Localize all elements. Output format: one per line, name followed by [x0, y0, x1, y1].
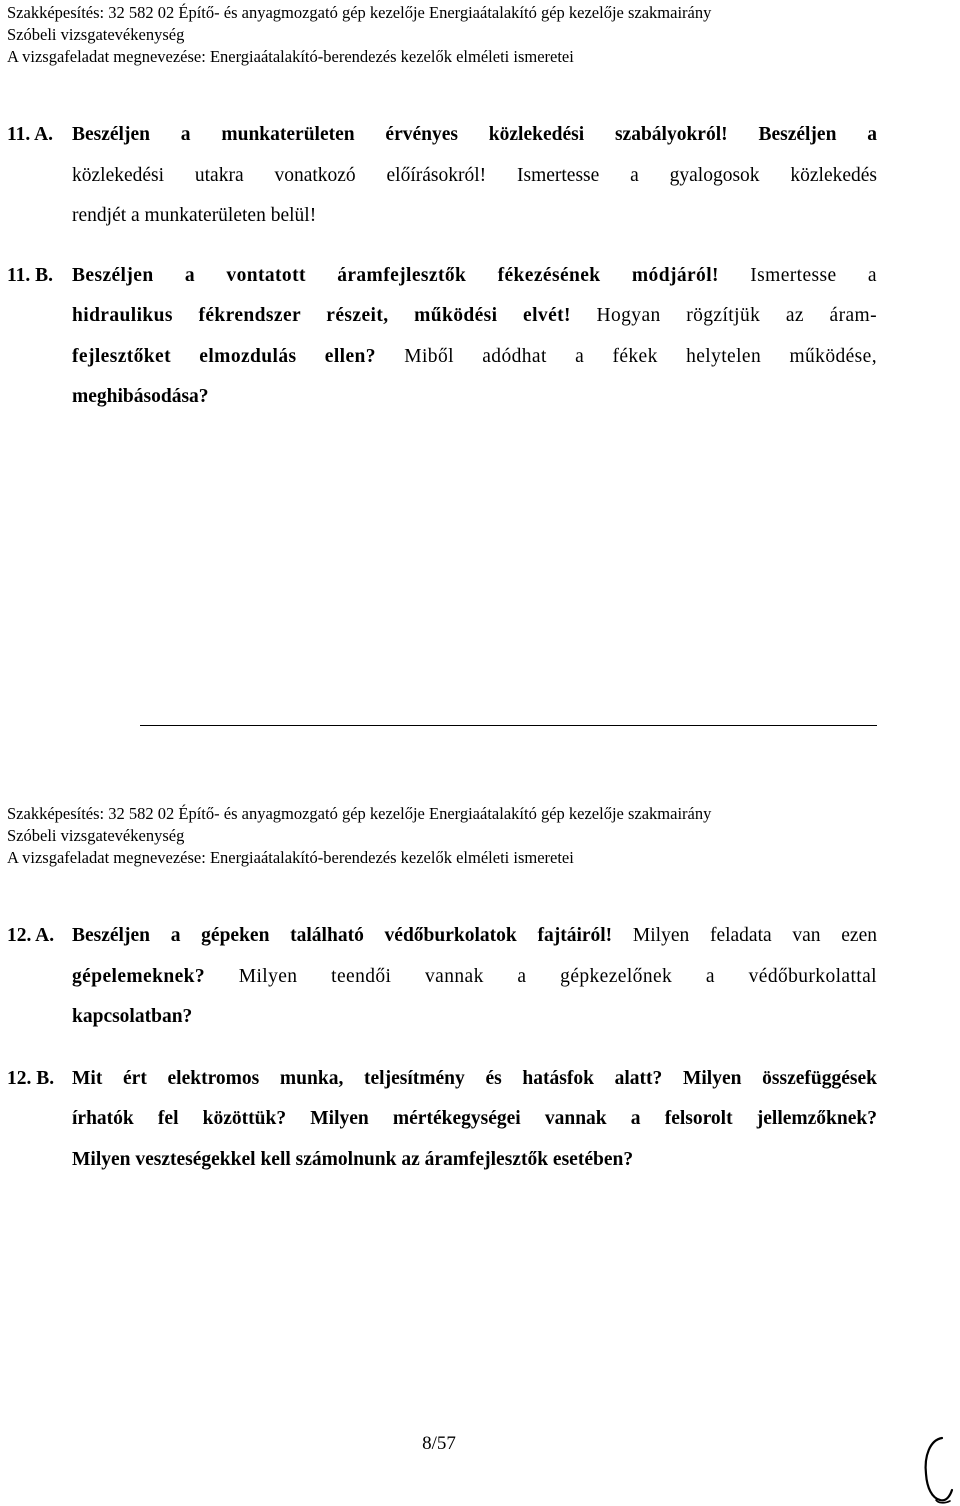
- question-text-line: hidraulikus fékrendszer részeit, működési elvét! Hogyan rögzítjük az áram-: [72, 305, 877, 326]
- question-12a: [7, 916, 877, 1038]
- question-text-line: fejlesztőket elmozdulás ellen? Miből adódhat a fékek helytelen működése,: [72, 345, 877, 367]
- question-label: 11. B.: [7, 264, 54, 286]
- question-11a: [7, 115, 877, 237]
- header-task-name: A vizsgafeladat megnevezése: Energiaátalakító-berendezés kezelők elméleti ismeretei: [7, 47, 574, 66]
- signature-mark: [916, 1430, 960, 1506]
- header-exam-activity: Szóbeli vizsgatevékenység: [7, 25, 185, 44]
- page-break-rule: [140, 725, 877, 726]
- question-12: [7, 916, 877, 1180]
- page-header-top: [7, 2, 711, 68]
- page-header-second: [7, 803, 711, 869]
- header-task-name: A vizsgafeladat megnevezése: Energiaátalakító-berendezés kezelők elméleti ismeretei: [7, 848, 574, 867]
- header-qualification: Szakképesítés: 32 582 02 Építő- és anyagmozgató gép kezelője Energiaátalakító gép kezelője szakmairány: [7, 3, 712, 22]
- question-text-line: kapcsolatban?: [72, 1006, 193, 1027]
- question-text-line: Milyen veszteségekkel kell számolnunk az áramfejlesztők esetében?: [72, 1148, 634, 1170]
- question-11b: [7, 256, 877, 418]
- question-text-line: közlekedési utakra vonatkozó előírásokról! Ismertesse a gyalogosok közlekedés: [72, 164, 877, 186]
- question-text-line: Beszéljen a gépeken található védőburkolatok fajtáiról! Milyen feladata van ezen: [72, 925, 877, 946]
- question-text-line: Mit ért elektromos munka, teljesítmény és hatásfok alatt? Milyen összefüggések: [72, 1067, 877, 1089]
- question-label: 12. B.: [7, 1067, 55, 1089]
- question-text-line: gépelemeknek? Milyen teendői vannak a gépkezelőnek a védőburkolattal: [72, 965, 877, 987]
- question-text-line: Beszéljen a munkaterületen érvényes közlekedési szabályokról! Beszéljen a: [72, 124, 877, 145]
- page-number: 8/57: [422, 1433, 456, 1454]
- question-text-line: meghibásodása?: [72, 386, 209, 407]
- question-11: [7, 115, 877, 418]
- question-12b: [7, 1059, 877, 1181]
- question-label: 11. A.: [7, 124, 54, 145]
- header-qualification: Szakképesítés: 32 582 02 Építő- és anyagmozgató gép kezelője Energiaátalakító gép kezelője szakmairány: [7, 804, 712, 823]
- question-text-line: rendjét a munkaterületen belül!: [72, 205, 317, 226]
- question-label: 12. A.: [7, 925, 55, 946]
- question-text-line: Beszéljen a vontatott áramfejlesztők fékezésének módjáról! Ismertesse a: [72, 264, 877, 286]
- question-text-line: írhatók fel közöttük? Milyen mértékegységei vannak a felsorolt jellemzőknek?: [72, 1108, 877, 1129]
- header-exam-activity: Szóbeli vizsgatevékenység: [7, 826, 185, 845]
